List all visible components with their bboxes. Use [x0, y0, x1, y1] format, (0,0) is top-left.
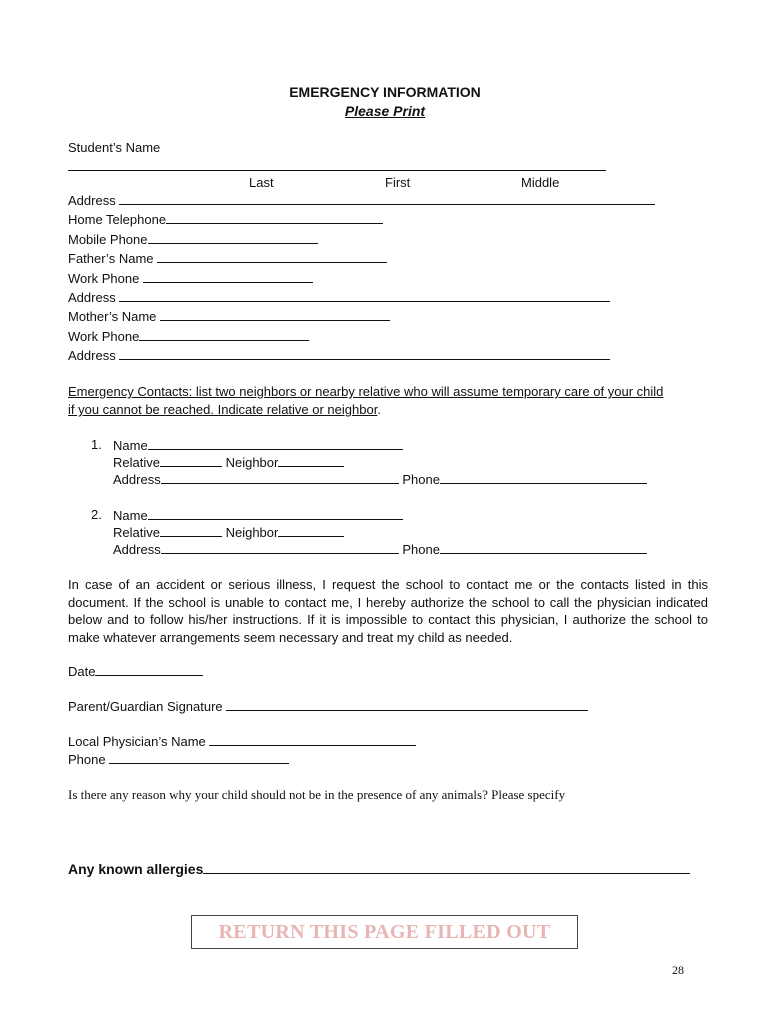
- contact-1-relative-field[interactable]: [160, 454, 222, 467]
- contact-relative-label: Relative: [113, 455, 160, 470]
- contact-address-label: Address: [113, 542, 161, 557]
- contact-phone-label: Phone: [402, 472, 440, 487]
- contact-2-address-field[interactable]: [161, 541, 399, 554]
- contact-2-address-row: [113, 541, 647, 558]
- page-title: EMERGENCY INFORMATION: [289, 84, 481, 100]
- contact-name-label: Name: [113, 438, 148, 453]
- student-name-label: Student’s Name: [68, 140, 161, 155]
- physician-name-row: [68, 733, 416, 750]
- date-field[interactable]: [95, 663, 203, 676]
- contact-1-address-row: [113, 471, 647, 488]
- emergency-intro-line1: Emergency Contacts: list two neighbors or nearby relative who will assume temporary care of your child: [68, 384, 664, 399]
- fathers-name-row: [68, 250, 387, 267]
- physician-phone-label: Phone: [68, 752, 106, 767]
- father-address-row: [68, 289, 610, 306]
- emergency-intro-period: .: [377, 402, 381, 417]
- allergies-label: Any known allergies: [68, 861, 204, 877]
- work-phone-label: Work Phone: [68, 271, 140, 286]
- address-label: Address: [68, 193, 116, 208]
- student-middle-label: Middle: [521, 175, 560, 190]
- authorization-paragraph: In case of an accident or serious illness, I request the school to contact me or the contacts listed in this document. If the school is unable to contact me, I hereby authorize the school to call the physician indicated below and to follow his/her instructions. If it is impossible to contact this physician, I authorize the school to make whatever arrangements seem necessary and treat my child as needed.: [68, 577, 708, 645]
- mother-address-field[interactable]: [119, 347, 610, 360]
- contact-1-address-field[interactable]: [161, 471, 399, 484]
- father-address-field[interactable]: [119, 289, 610, 302]
- contact-relative-label: Relative: [113, 525, 160, 540]
- contact-neighbor-label: Neighbor: [225, 455, 279, 470]
- physician-name-label: Local Physician’s Name: [68, 734, 206, 749]
- return-notice-text: RETURN THIS PAGE FILLED OUT: [218, 920, 551, 943]
- fathers-name-field[interactable]: [157, 250, 387, 263]
- mothers-name-label: Mother’s Name: [68, 309, 157, 324]
- mothers-name-field[interactable]: [160, 308, 390, 321]
- mother-work-phone-row: [68, 328, 309, 345]
- contact-2-name-field[interactable]: [148, 507, 403, 520]
- work-phone-label: Work Phone: [68, 329, 140, 344]
- contact-1-phone-field[interactable]: [440, 471, 647, 484]
- allergies-row: [68, 860, 690, 877]
- home-telephone-field[interactable]: [166, 211, 383, 224]
- page-subtitle: Please Print: [344, 103, 426, 119]
- signature-field[interactable]: [226, 698, 588, 711]
- contact-2-phone-field[interactable]: [440, 541, 647, 554]
- father-work-phone-field[interactable]: [143, 270, 313, 283]
- mobile-phone-field[interactable]: [148, 231, 318, 244]
- home-telephone-label: Home Telephone: [68, 212, 167, 227]
- student-address-row: [68, 192, 655, 209]
- contact-1-name-row: [113, 437, 403, 454]
- contact-2-relation-row: [113, 524, 344, 541]
- mobile-phone-label: Mobile Phone: [68, 232, 148, 247]
- mother-address-row: [68, 347, 610, 364]
- allergies-field[interactable]: [203, 860, 690, 874]
- mother-work-phone-field[interactable]: [139, 328, 309, 341]
- physician-phone-row: [68, 751, 289, 768]
- physician-name-field[interactable]: [209, 733, 416, 746]
- student-first-label: First: [385, 175, 411, 190]
- contact-1-number: 1.: [91, 437, 102, 452]
- emergency-intro-line2-row: [68, 402, 381, 418]
- date-row: [68, 663, 203, 680]
- contact-address-label: Address: [113, 472, 161, 487]
- page-number: 28: [672, 963, 684, 977]
- animals-question: Is there any reason why your child should not be in the presence of any animals? Please specify: [68, 787, 566, 802]
- contact-1-name-field[interactable]: [148, 437, 403, 450]
- father-work-phone-row: [68, 270, 313, 287]
- student-name-field[interactable]: [68, 158, 606, 175]
- signature-row: [68, 698, 588, 715]
- address-label: Address: [68, 348, 116, 363]
- contact-2-name-row: [113, 507, 403, 524]
- mothers-name-row: [68, 308, 390, 325]
- contact-2-number: 2.: [91, 507, 102, 522]
- mobile-phone-row: [68, 231, 318, 248]
- emergency-intro-line2: if you cannot be reached. Indicate relative or neighbor: [68, 402, 378, 417]
- contact-1-neighbor-field[interactable]: [278, 454, 344, 467]
- physician-phone-field[interactable]: [109, 751, 289, 764]
- student-last-label: Last: [249, 175, 274, 190]
- contact-phone-label: Phone: [402, 542, 440, 557]
- signature-label: Parent/Guardian Signature: [68, 699, 223, 714]
- contact-2-neighbor-field[interactable]: [278, 524, 344, 537]
- date-label: Date: [68, 664, 96, 679]
- contact-name-label: Name: [113, 508, 148, 523]
- address-label: Address: [68, 290, 116, 305]
- fathers-name-label: Father’s Name: [68, 251, 154, 266]
- home-telephone-row: [68, 211, 383, 228]
- student-address-field[interactable]: [119, 192, 655, 205]
- return-notice-box: [191, 915, 578, 949]
- contact-neighbor-label: Neighbor: [225, 525, 279, 540]
- contact-1-relation-row: [113, 454, 344, 471]
- contact-2-relative-field[interactable]: [160, 524, 222, 537]
